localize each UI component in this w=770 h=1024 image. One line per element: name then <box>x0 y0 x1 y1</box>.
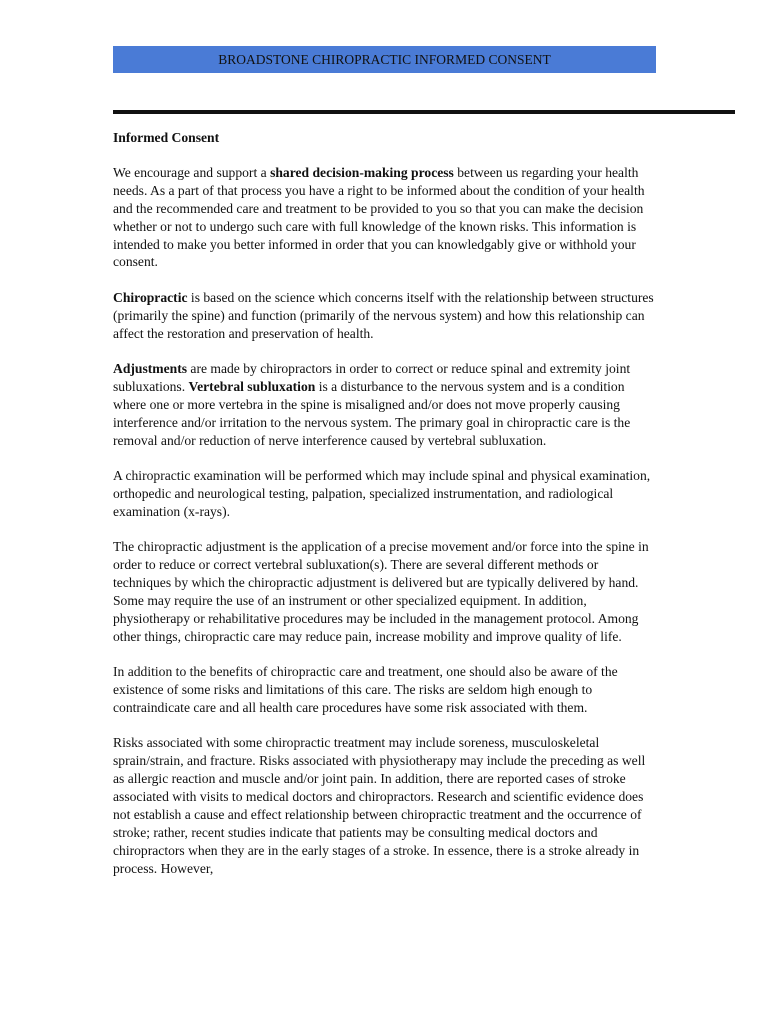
paragraph-adjustment-method: The chiropractic adjustment is the application of a precise movement and/or force into the spine in order to reduce or correct vertebral subluxation(s). There are several different methods or techniques by which the chiropractic adjustment is delivered but are typically delivered by hand. Some may require the use of an instrument or other specialized equipment. In addition, physiotherapy or rehabilitative procedures may be included in the management protocol. Among other things, chiropractic care may reduce pain, increase mobility and improve quality of life. <box>113 539 649 644</box>
paragraph-chiropractic <box>113 289 658 343</box>
p1-bold-term: shared decision-making process <box>270 164 454 180</box>
paragraph-adjustments <box>113 360 658 450</box>
p3-text-b: are made by chiropractors in order to correct or reduce spinal and extremity joint subluxations. <box>113 361 631 394</box>
document-title-banner <box>113 46 656 73</box>
paragraph-examination: A chiropractic examination will be performed which may include spinal and physical examination, orthopedic and neurological testing, palpation, specialized instrumentation, and radiological examination (x-rays). <box>113 468 651 519</box>
section-heading: Informed Consent <box>113 130 220 145</box>
p3-bold-term-subluxation: Vertebral subluxation <box>188 378 316 394</box>
p3-text-d: is a disturbance to the nervous system and is a condition where one or more vertebra in the spine is misaligned and/or does not move properly causing interference and/or irritation to the nervous system. The primary goal in chiropractic care is the removal and/or reduction of nerve interference caused by vertebral subluxation. <box>113 378 631 448</box>
paragraph-shared-decision <box>113 164 658 271</box>
p3-bold-term-adjustments: Adjustments <box>113 361 188 377</box>
paragraph-risks-intro: In addition to the benefits of chiropractic care and treatment, one should also be aware of the existence of some risks and limitations of this care. The risks are seldom high enough to contraindicate care and all health care procedures have some risk associated with them. <box>113 664 618 716</box>
p1-text-a: We encourage and support a <box>113 164 271 180</box>
p2-bold-term: Chiropractic <box>113 289 188 305</box>
document-title: BROADSTONE CHIROPRACTIC INFORMED CONSENT <box>218 51 551 67</box>
section-divider <box>113 110 735 114</box>
p1-text-c: between us regarding your health needs. As a part of that process you have a right to be informed about the condition of your health and the recommended care and treatment to be provided to you so that you can make the decision whether or not to undergo such care with full knowledge of the known risks. This information is intended to make you better informed in order that you can knowledgably give or withhold your consent. <box>113 164 645 270</box>
document-body <box>113 129 658 895</box>
paragraph-risks-detail: Risks associated with some chiropractic treatment may include soreness, musculoskeletal sprain/strain, and fracture. Risks associated with physiotherapy may include the preceding as well as allergic reaction and muscle and/or joint pain. In addition, there are reported cases of stroke associated with visits to medical doctors and chiropractors. Research and scientific evidence does not establish a cause and effect relationship between chiropractic treatment and the occurrence of stroke; rather, recent studies indicate that patients may be consulting medical doctors and chiropractors when they are in the early stages of a stroke. In essence, there is a stroke already in process. However, <box>113 735 646 876</box>
p2-text-b: is based on the science which concerns itself with the relationship between structures (primarily the spine) and function (primarily of the nervous system) and how this relationship can affect the restoration and preservation of health. <box>113 289 654 341</box>
